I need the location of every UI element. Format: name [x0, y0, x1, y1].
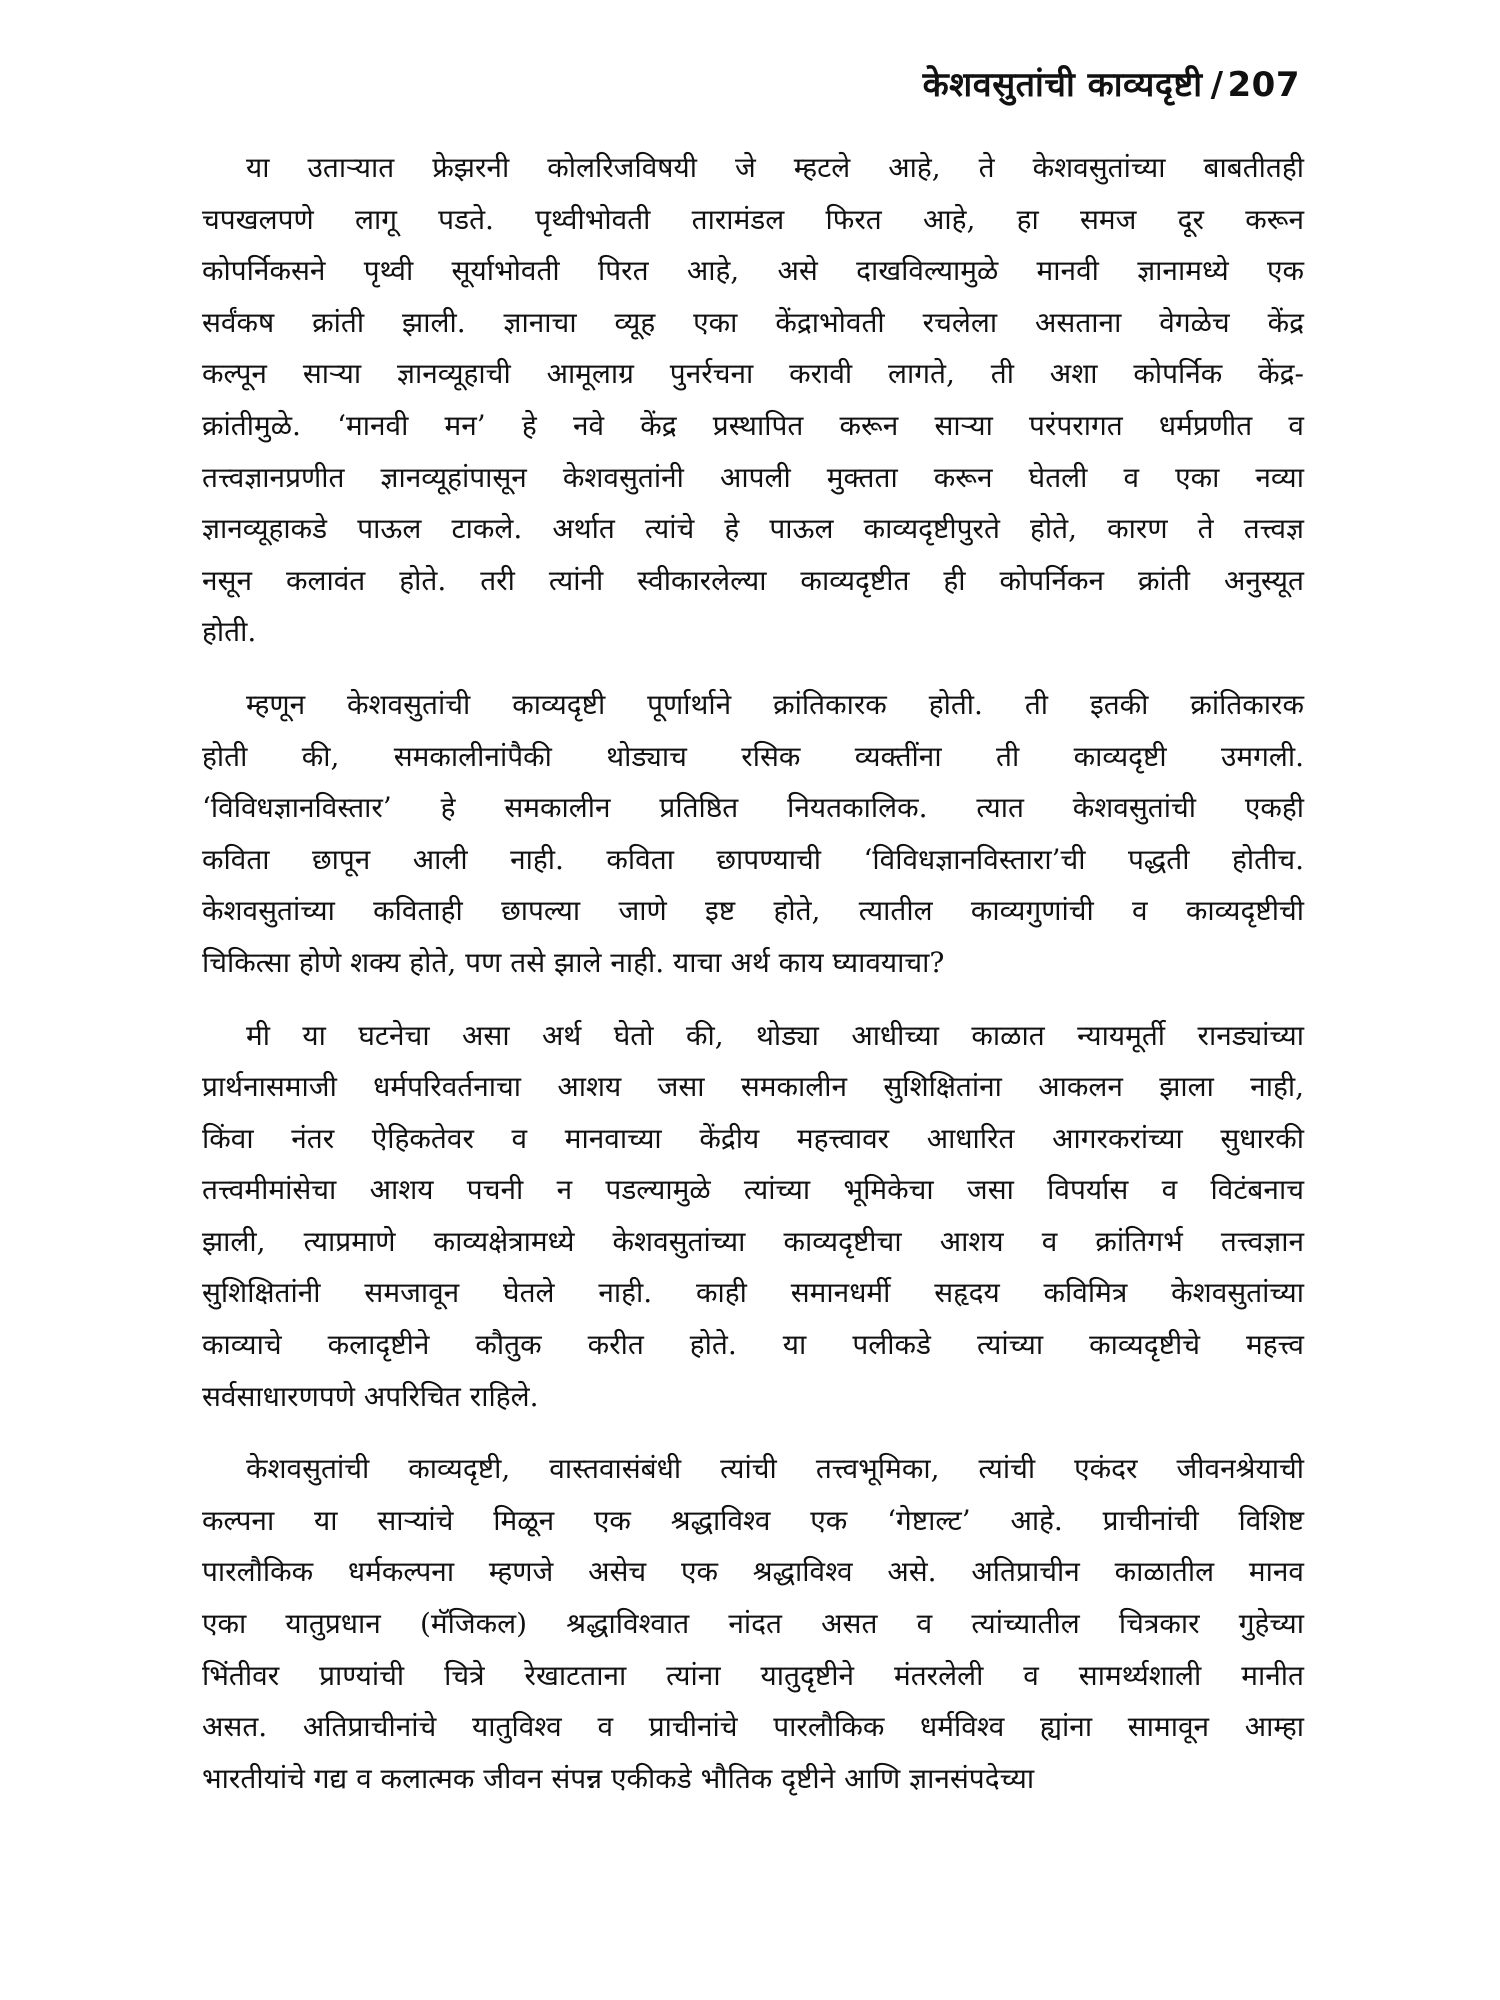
- text-line: एका यातुप्रधान (मॅजिकल) श्रद्धाविश्वात नांदत असत व त्यांच्यातील चित्रकार गुहेच्या: [202, 1607, 1304, 1641]
- text-line: ज्ञानव्यूहाकडे पाऊल टाकले. अर्थात त्यांचे हे पाऊल काव्यदृष्टीपुरते होते, कारण ते तत्त्वज्ञ: [202, 512, 1304, 546]
- page-number: 207: [1227, 65, 1300, 105]
- text-line: कविता छापून आली नाही. कविता छापण्याची ‘विविधज्ञानविस्तारा’ची पद्धती होतीच.: [202, 842, 1304, 876]
- text-line: झाली, त्याप्रमाणे काव्यक्षेत्रामध्ये केशवसुतांच्या काव्यदृष्टीचा आशय व क्रांतिगर्भ तत्त्वज्ञान: [202, 1224, 1304, 1258]
- text-line: ‘विविधज्ञानविस्तार’ हे समकालीन प्रतिष्ठित नियतकालिक. त्यात केशवसुतांची एकही: [202, 791, 1304, 825]
- text-line: किंवा नंतर ऐहिकतेवर व मानवाच्या केंद्रीय महत्त्वावर आधारित आगरकरांच्या सुधारकी: [202, 1121, 1304, 1155]
- text-line: नसून कलावंत होते. तरी त्यांनी स्वीकारलेल्या काव्यदृष्टीत ही कोपर्निकन क्रांती अनुस्यूत: [202, 563, 1304, 597]
- body-text: [202, 142, 1304, 1804]
- paragraph: [202, 1443, 1304, 1804]
- header-separator: /: [1210, 65, 1224, 105]
- text-line: भारतीयांचे गद्य व कलात्मक जीवन संपन्न एकीकडे भौतिक दृष्टीने आणि ज्ञानसंपदेच्या: [202, 1761, 1035, 1795]
- text-line: प्रार्थनासमाजी धर्मपरिवर्तनाचा आशय जसा समकालीन सुशिक्षितांना आकलन झाला नाही,: [202, 1070, 1304, 1104]
- text-line: कोपर्निकसने पृथ्वी सूर्याभोवती पिरत आहे, असे दाखविल्यामुळे मानवी ज्ञानामध्ये एक: [202, 254, 1304, 288]
- text-line: कल्पना या साऱ्यांचे मिळून एक श्रद्धाविश्व एक ‘गेष्टाल्ट’ आहे. प्राचीनांची विशिष्ट: [202, 1503, 1304, 1537]
- text-line: काव्याचे कलादृष्टीने कौतुक करीत होते. या पलीकडे त्यांच्या काव्यदृष्टीचे महत्त्व: [202, 1328, 1304, 1362]
- text-line: क्रांतीमुळे. ‘मानवी मन’ हे नवे केंद्र प्रस्थापित करून साऱ्या परंपरागत धर्मप्रणीत व: [202, 408, 1304, 442]
- text-line: भिंतीवर प्राण्यांची चित्रे रेखाटताना त्यांना यातुदृष्टीने मंतरलेली व सामर्थ्यशाली मानीत: [202, 1658, 1304, 1692]
- text-line: चपखलपणे लागू पडते. पृथ्वीभोवती तारामंडल फिरत आहे, हा समज दूर करून: [202, 202, 1304, 236]
- text-line: पारलौकिक धर्मकल्पना म्हणजे असेच एक श्रद्धाविश्व असे. अतिप्राचीन काळातील मानव: [202, 1555, 1304, 1589]
- text-line: चिकित्सा होणे शक्य होते, पण तसे झाले नाही. याचा अर्थ काय घ्यावयाचा?: [202, 945, 945, 979]
- text-line: तत्त्वज्ञानप्रणीत ज्ञानव्यूहांपासून केशवसुतांनी आपली मुक्तता करून घेतली व एका नव्या: [202, 460, 1304, 494]
- text-line: होती.: [202, 615, 257, 649]
- text-line: मी या घटनेचा असा अर्थ घेतो की, थोड्या आधीच्या काळात न्यायमूर्ती रानड्यांच्या: [246, 1018, 1304, 1052]
- text-line: या उताऱ्यात फ्रेझरनी कोलरिजविषयी जे म्हटले आहे, ते केशवसुतांच्या बाबतीतही: [246, 151, 1304, 184]
- text-line: केशवसुतांच्या कविताही छापल्या जाणे इष्ट होते, त्यातील काव्यगुणांची व काव्यदृष्टीची: [202, 894, 1304, 928]
- text-line: असत. अतिप्राचीनांचे यातुविश्व व प्राचीनांचे पारलौकिक धर्मविश्व ह्यांना सामावून आम्हा: [202, 1710, 1304, 1744]
- chapter-title: केशवसुतांची काव्यदृष्टी: [922, 65, 1203, 105]
- text-line: होती की, समकालीनांपैकी थोड्याच रसिक व्यक्तींना ती काव्यदृष्टी उमगली.: [202, 739, 1304, 773]
- text-line: म्हणून केशवसुतांची काव्यदृष्टी पूर्णार्थाने क्रांतिकारक होती. ती इतकी क्रांतिकारक: [246, 687, 1304, 721]
- text-line: सुशिक्षितांनी समजावून घेतले नाही. काही समानधर्मी सहृदय कविमित्र केशवसुतांच्या: [202, 1276, 1304, 1310]
- text-line: सर्वसाधारणपणे अपरिचित राहिले.: [202, 1379, 539, 1413]
- paragraph: [202, 679, 1304, 989]
- text-line: कल्पून साऱ्या ज्ञानव्यूहाची आमूलाग्र पुनर्रचना करावी लागते, ती अशा कोपर्निक केंद्र-: [202, 357, 1304, 391]
- running-header: [923, 60, 1300, 106]
- paragraph: [202, 142, 1304, 658]
- text-line: केशवसुतांची काव्यदृष्टी, वास्तवासंबंधी त्यांची तत्त्वभूमिका, त्यांची एकंदर जीवनश्रेयाची: [246, 1452, 1304, 1486]
- text-line: सर्वंकष क्रांती झाली. ज्ञानाचा व्यूह एका केंद्राभोवती रचलेला असताना वेगळेच केंद्र: [202, 305, 1304, 339]
- paragraph: [202, 1010, 1304, 1423]
- text-line: तत्त्वमीमांसेचा आशय पचनी न पडल्यामुळे त्यांच्या भूमिकेचा जसा विपर्यास व विटंबनाच: [202, 1173, 1304, 1207]
